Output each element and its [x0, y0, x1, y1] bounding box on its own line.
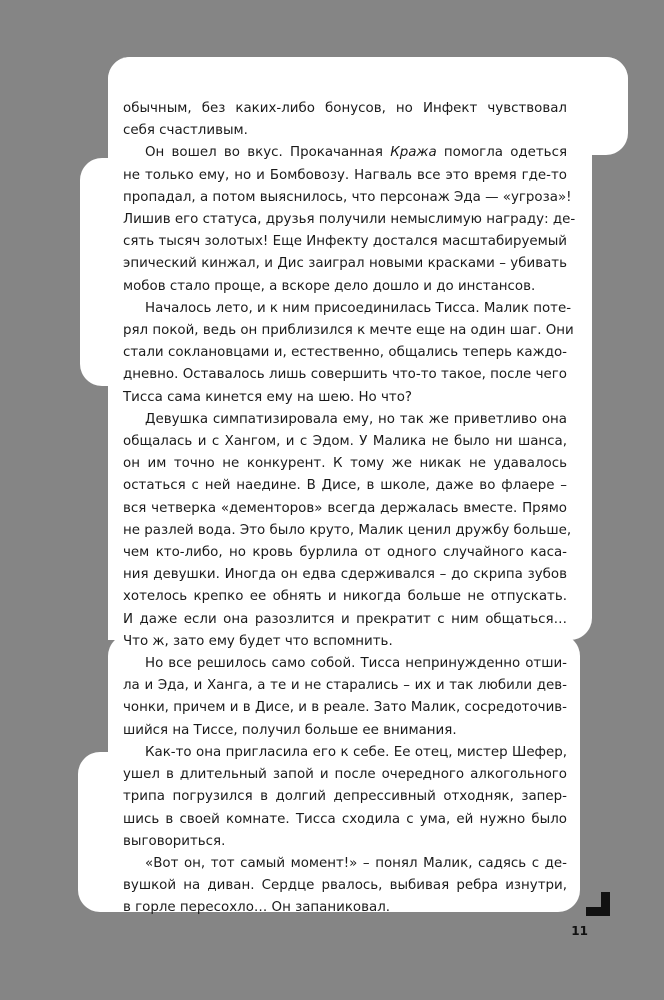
text-line: Лишив его статуса, друзья получили немыслимую награду: де- [123, 212, 576, 228]
text-line: трипа погрузился в долгий депрессивный отходняк, запер- [123, 789, 567, 805]
text-line: шийся на Тиссе, получил больше ее внимания. [123, 722, 457, 738]
text-line: чем кто-либо, но кровь бурлила от одного случайного каса- [123, 545, 567, 561]
text-line: ушел в длительный запой и после очередного алкогольного [123, 767, 567, 783]
text-line: вушкой на диван. Сердце рвалось, выбивая ребра изнутри, [123, 878, 567, 894]
text-line: пропадал, а потом выяснилось, что персонаж Эда — «угроза»! [123, 189, 572, 205]
text-panel [560, 57, 628, 155]
text-line: сять тысяч золотых! Еще Инфекту достался масштабируемый [123, 234, 567, 250]
text-line: вся четверка «дементоров» всегда держалась вместе. Прямо [123, 500, 567, 516]
text-line: хотелось крепко ее обнять и никогда больше не отпускать. [123, 589, 567, 605]
text-line: ния девушки. Иногда он едва сдерживался – до скрипа зубов [123, 567, 567, 583]
text-line: Он вошел во вкус. Прокачанная Кража помогла одеться [145, 145, 567, 161]
text-line: стали соклановцами и, естественно, общались теперь каждо- [123, 345, 567, 361]
body-text [123, 98, 576, 920]
text-line: он им точно не конкурент. К тому же никак не удавалось [123, 456, 567, 472]
text-line: чонки, причем и в Дисе, и в реале. Зато Малик, сосредоточив- [123, 700, 567, 716]
text-line: эпический кинжал, и Дис заиграл новыми красками – убивать [123, 256, 567, 272]
text-line: Девушка симпатизировала ему, но так же приветливо она [145, 411, 567, 427]
text-line: не разлей вода. Это было круто, Малик ценил дружбу больше, [123, 522, 572, 538]
text-line: мобов стало проще, а вскоре дело дошло и до инстансов. [123, 278, 536, 294]
text-line: Как-то она пригласила его к себе. Ее отец, мистер Шефер, [145, 744, 567, 760]
text-line: шись в своей комнате. Тисса сходила с ума, ей нужно было [123, 811, 567, 827]
text-line: И даже если она разозлится и прекратит с ним общаться… [123, 611, 567, 627]
corner-bracket-icon [586, 892, 610, 916]
text-line: Но все решилось само собой. Тисса непринужденно отши- [145, 656, 567, 672]
text-line: «Вот он, тот самый момент!» – понял Малик, садясь с де- [145, 855, 567, 871]
text-line: не только ему, но и Бомбовозу. Нагваль все это время где-то [123, 167, 567, 183]
text-line: дневно. Оставалось лишь совершить что-то такое, после чего [123, 367, 567, 383]
text-line: рял покой, ведь он приблизился к мечте еще на один шаг. Они [123, 323, 574, 339]
page-number: 11 [571, 924, 588, 938]
text-line: себя счастливым. [123, 123, 248, 139]
text-line: остаться с ней наедине. В Дисе, в школе, даже во флаере – [123, 478, 567, 494]
text-line: в горле пересохло… Он запаниковал. [123, 900, 391, 916]
text-line: ла и Эда, и Ханга, а те и не старались – их и так любили дев- [123, 678, 567, 694]
text-line: обычным, без каких-либо бонусов, но Инфект чувствовал [123, 101, 567, 116]
text-line: Что ж, зато ему будет что вспомнить. [123, 633, 393, 649]
text-line: общалась и с Хангом, и с Эдом. У Малика не было ни шанса, [123, 434, 567, 450]
text-line: Тисса сама кинется ему на шею. Но что? [123, 389, 413, 405]
text-line: Началось лето, и к ним присоединилась Тисса. Малик поте- [145, 300, 572, 316]
text-line: выговориться. [123, 833, 226, 849]
